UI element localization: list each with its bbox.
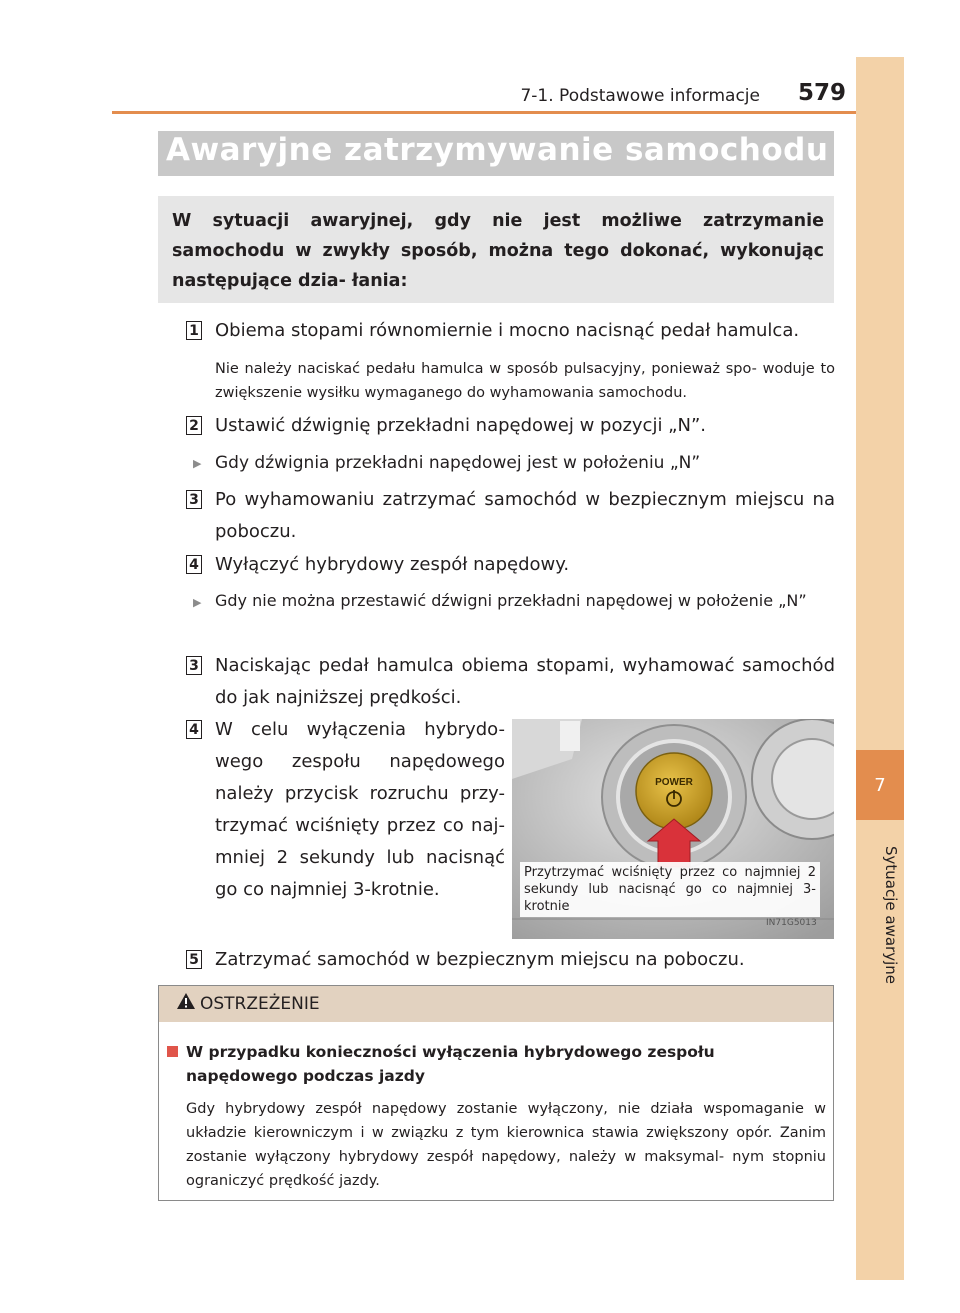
- page-number: 579: [798, 80, 847, 106]
- warning-body: Gdy hybrydowy zespół napędowy zostanie wyłączony, nie działa wspomaganie w układzie kierowniczym i w związku z tym kierownica stawia zwiększony opór. Zanim zostanie wyłączony hybrydowy zespół napędowy, należy w maksymal- nym stopniu ograniczyć prędkość jazdy.: [186, 1101, 826, 1189]
- chapter-side-tab: [856, 57, 904, 1280]
- triangle-bullet-icon: ▶: [193, 596, 202, 609]
- page-title: Awaryjne zatrzymywanie samochodu: [166, 132, 829, 168]
- step-text: Naciskając pedał hamulca obiema stopami, wyhamować samochód do jak najniższej prędkości.: [215, 655, 835, 708]
- chapter-label: Sytuacje awaryjne: [882, 846, 900, 984]
- chapter-number: 7: [856, 750, 904, 820]
- step-number: 2: [186, 416, 202, 435]
- svg-text:POWER: POWER: [655, 777, 693, 788]
- step-number: 3: [186, 490, 202, 509]
- intro-text: W sytuacji awaryjnej, gdy nie jest możliwe zatrzymanie samochodu w zwykły sposób, można tego dokonać, wykonując następujące dzia- łania:: [172, 211, 824, 291]
- step-text: W celu wyłączenia hybrydo- wego zespołu napędowego należy przycisk rozruchu przy- trzymać wciśnięty przez co naj- mniej 2 sekundy lub nacisnąć go co najmniej 3-krotnie.: [215, 719, 505, 900]
- triangle-bullet-icon: ▶: [193, 457, 202, 470]
- step-number: 4: [186, 555, 202, 574]
- header-rule: [112, 111, 856, 114]
- section-header: 7-1. Podstawowe informacje: [520, 86, 760, 106]
- step-note: Nie należy naciskać pedału hamulca w sposób pulsacyjny, ponieważ spo- woduje to zwiększenie wysiłku wymaganego do wyhamowania samochodu.: [215, 361, 835, 401]
- condition-heading: Gdy nie można przestawić dźwigni przekładni napędowej w położenie „N”: [215, 591, 807, 610]
- warning-title: OSTRZEŻENIE: [200, 994, 320, 1014]
- square-bullet-icon: [167, 1046, 178, 1057]
- condition-heading: Gdy dźwignia przekładni napędowej jest w położeniu „N”: [215, 453, 701, 473]
- step-number: 3: [186, 656, 202, 675]
- step-number: 1: [186, 321, 202, 340]
- figure-caption: Przytrzymać wciśnięty przez co najmniej 2 sekundy lub nacisnąć go co najmniej 3-krotnie: [520, 862, 820, 917]
- warning-subtitle: W przypadku konieczności wyłączenia hybrydowego zespołu napędowego podczas jazdy: [186, 1043, 715, 1085]
- step-text: Wyłączyć hybrydowy zespół napędowy.: [215, 554, 570, 575]
- step-number: 4: [186, 720, 202, 739]
- step-text: Obiema stopami równomiernie i mocno nacisnąć pedał hamulca.: [215, 320, 800, 341]
- step-number: 5: [186, 950, 202, 969]
- step-text: Po wyhamowaniu zatrzymać samochód w bezpiecznym miejscu na poboczu.: [215, 489, 835, 542]
- figure-code: IN71G5013: [766, 918, 817, 928]
- warning-triangle-icon: [176, 992, 196, 1010]
- step-text: Zatrzymać samochód w bezpiecznym miejscu na poboczu.: [215, 949, 745, 970]
- step-text: Ustawić dźwignię przekładni napędowej w pozycji „N”.: [215, 415, 707, 436]
